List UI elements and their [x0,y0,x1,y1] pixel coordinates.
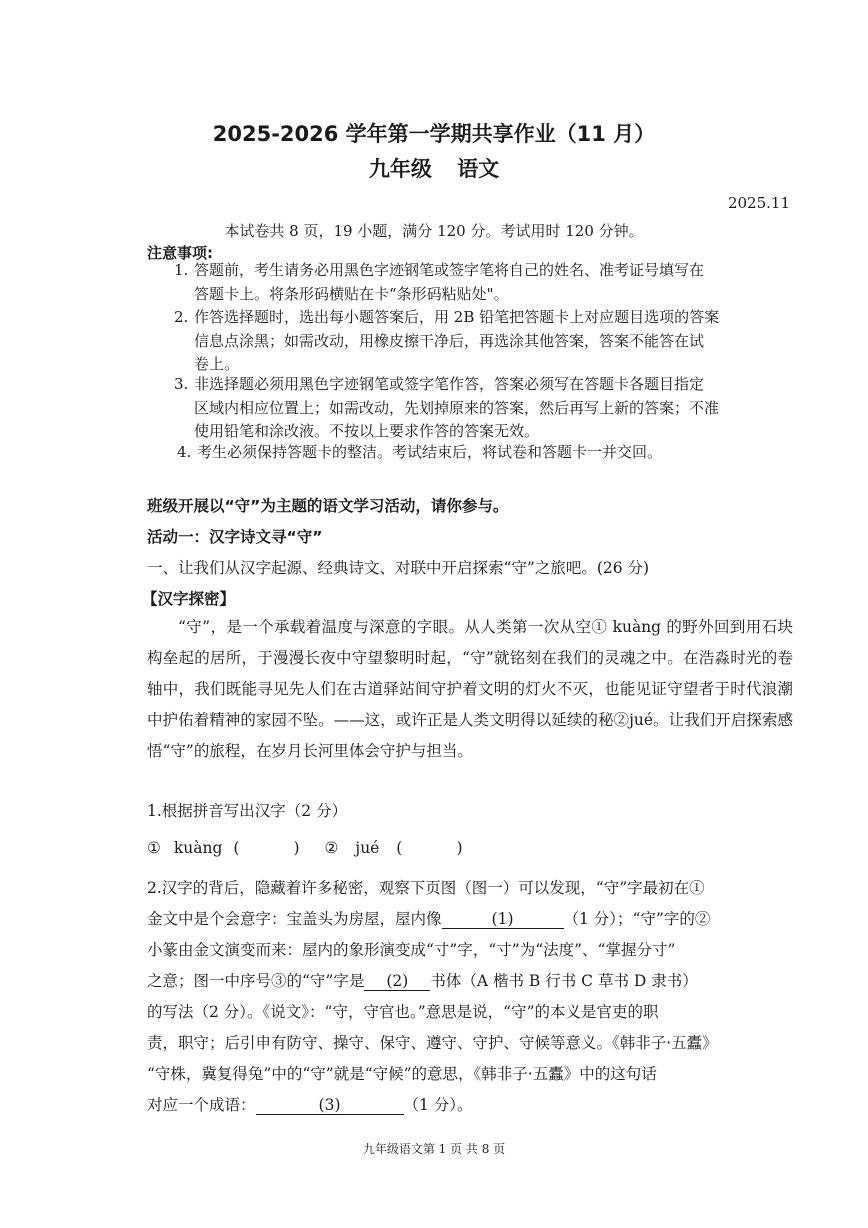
notice-item-number: 1. [174,261,189,279]
page-subtitle: 九年级 语文 [368,157,500,181]
notice-line: 考生必须保持答题卡的整洁。考试结束后，将试卷和答题卡一并交回。 [197,443,663,461]
item-1-marker: ① [147,839,161,857]
item-1-pinyin: kuàng [173,839,223,857]
fill-blank-2[interactable]: (2) [364,972,430,991]
notice-line: 使用铅笔和涂改液。不按以上要求作答的答案无效。 [194,422,540,440]
notice-item-number: 3. [174,375,189,393]
question-2-line [147,969,698,991]
fill-blank-1[interactable]: (1) [442,910,564,929]
activity-title: 活动一：汉字诗文寻“守” [147,528,323,546]
section-heading: 班级开展以“守”为主题的语文学习活动，请你参与。 [147,497,509,515]
notice-item [174,373,719,444]
notice-item-number: 4. [177,443,192,461]
question-2-text: 金文中是个会意字：宝盖头为房屋，屋内像 [147,910,442,928]
notice-item [177,441,662,465]
page-footer: 九年级语文第 1 页 共 8 页 [362,1142,506,1156]
item-2-pinyin: jué [355,839,380,857]
question-1-answers [147,839,463,857]
notice-line: 作答选择题时，选出每小题答案后，用 2B 铅笔把答题卡上对应题目选项的答案 [194,308,720,326]
notice-line: 卷上。 [194,355,240,373]
question-2-text: 之意；图一中序号③的“守”字是 [147,972,365,990]
item-2-marker: ② [324,839,339,857]
question-2-line: 的写法（2 分）。《说文》：“守，守官也。”意思是说，“守”的本义是官吏的职 [147,1003,659,1021]
question-2-line: 2.汉字的背后，隐藏着许多秘密，观察下页图（图一）可以发现，“守”字最初在① [147,879,705,897]
part-title: 【汉字探密】 [142,590,236,608]
notice-line: 区域内相应位置上；如需改动，先划掉原来的答案，然后再写上新的答案；不准 [194,398,720,417]
notice-title: 注意事项: [147,244,213,262]
page-title: 2025-2026 学年第一学期共享作业（11 月） [212,122,656,146]
question-2-line: “守株，冀复得兔”中的“守”就是“守候”的意思，《韩非子·五蠹》中的这句话 [147,1065,657,1083]
question-2-text: （1 分）；“守”字的② [563,910,711,928]
question-2-text: （1 分）。 [403,1096,473,1114]
question-2-line [147,1093,473,1115]
exam-date: 2025.11 [727,194,790,212]
notice-item [174,259,704,306]
reading-passage: “守”，是一个承载着温度与深意的字眼。从人类第一次从空① kuàng 的野外回到用石块构垒起的居所，于漫漫长夜中守望黎明时起，“守”就铭刻在我们的灵魂之中。在浩淼时光的卷轴中，我们既能寻见先人们在古道驿站间守护着文明的灯火不灭，也能见证守望者于时代浪潮中护佑着精神的家园不坠。——这，或许正是人类文明得以延续的秘②jué。让我们开启探索感悟“守”的旅程，在岁月长河里体会守护与担当。 [147,618,793,760]
question-2-line: 小篆由金文演变而来：屋内的象形演变成“寸”字，“寸”为“法度”、“掌握分寸” [147,941,676,959]
answer-slot-2[interactable]: ( ) [396,839,463,857]
question-2-line: 责，职守；后引申有防守、操守、保守、遵守、守护、守候等意义。《韩非子·五蠹》 [147,1034,718,1052]
notice-line: 答题前，考生请务必用黑色字迹钢笔或签字笔将自己的姓名、准考证号填写在 [194,261,705,279]
fill-blank-3[interactable]: (3) [256,1096,404,1115]
notice-item [174,306,719,377]
notice-line: 信息点涂黑；如需改动，用橡皮擦干净后，再选涂其他答案，答案不能答在试 [194,331,705,350]
question-2-line [147,907,710,929]
task-statement: 一、让我们从汉字起源、经典诗文、对联中开启探索“守”之旅吧。(26 分) [147,559,650,577]
exam-intro: 本试卷共 8 页，19 小题，满分 120 分。考试用时 120 分钟。 [224,222,644,240]
answer-slot-1[interactable]: ( ) [233,839,300,857]
question-2-text: 书体（A 楷书 B 行书 C 草书 D 隶书） [430,972,698,990]
notice-line: 非选择题必须用黑色字迹钢笔或签字笔作答，答案必须写在答题卡各题目指定 [194,375,705,393]
question-1-prompt: 1.根据拼音写出汉字（2 分） [147,802,348,820]
question-2-text: 对应一个成语： [147,1096,256,1114]
notice-item-number: 2. [174,308,189,326]
notice-line: 答题卡上。将条形码横贴在卡“条形码粘贴处"。 [194,284,509,303]
